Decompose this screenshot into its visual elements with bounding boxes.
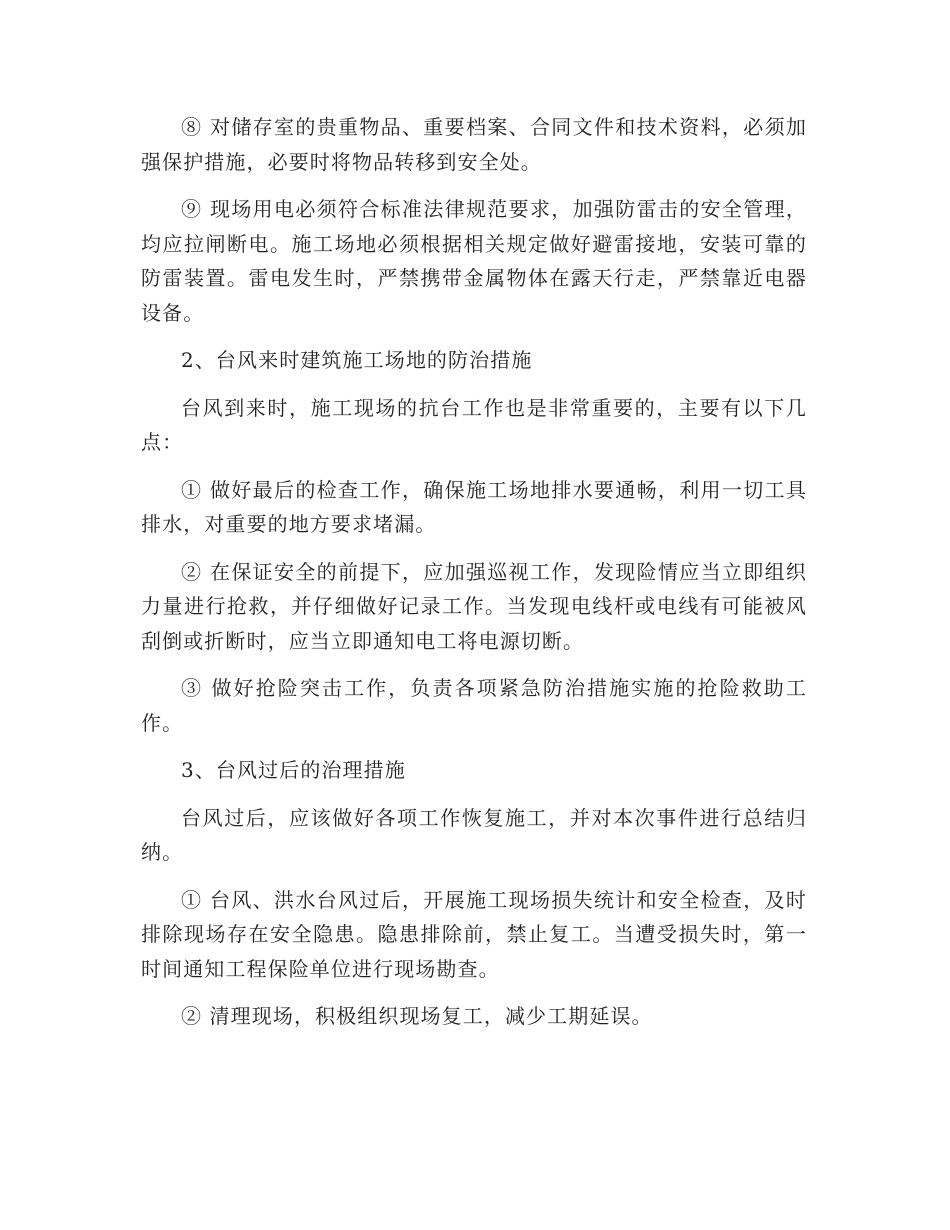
- section-2-intro: 台风到来时，施工现场的抗台工作也是非常重要的，主要有以下几点：: [141, 395, 807, 454]
- paragraph-item-8: ⑧ 对储存室的贵重物品、重要档案、合同文件和技术资料，必须加强保护措施，必要时将物品转移到安全处。: [141, 115, 807, 174]
- section-3-intro: 台风过后，应该做好各项工作恢复施工，并对本次事件进行总结归纳。: [141, 805, 807, 864]
- paragraph-item-1b: ① 台风、洪水台风过后，开展施工现场损失统计和安全检查，及时排除现场存在安全隐患。隐患排除前，禁止复工。当遭受损失时，第一时间通知工程保险单位进行现场勘查。: [141, 887, 807, 981]
- section-heading-2: 2、台风来时建筑施工场地的防治措施: [181, 348, 533, 372]
- section-heading-3: 3、台风过后的治理措施: [181, 758, 406, 782]
- paragraph-item-2: ② 在保证安全的前提下，应加强巡视工作，发现险情应当立即组织力量进行抢救，并仔细做好记录工作。当发现电线杆或电线有可能被风刮倒或折断时，应当立即通知电工将电源切断。: [141, 559, 807, 653]
- paragraph-item-1: ① 做好最后的检查工作，确保施工场地排水要通畅，利用一切工具排水，对重要的地方要求堵漏。: [141, 477, 807, 536]
- document-body: [141, 110, 807, 1047]
- paragraph-item-2b: ② 清理现场，积极组织现场复工，减少工期延误。: [181, 1004, 653, 1028]
- paragraph-item-9: ⑨ 现场用电必须符合标准法律规范要求，加强防雷击的安全管理，均应拉闸断电。施工场地必须根据相关规定做好避雷接地，安装可靠的防雷装置。雷电发生时，严禁携带金属物体在露天行走，严禁靠近电器设备。: [141, 197, 807, 325]
- paragraph-item-3: ③ 做好抢险突击工作，负责各项紧急防治措施实施的抢险救助工作。: [141, 676, 807, 735]
